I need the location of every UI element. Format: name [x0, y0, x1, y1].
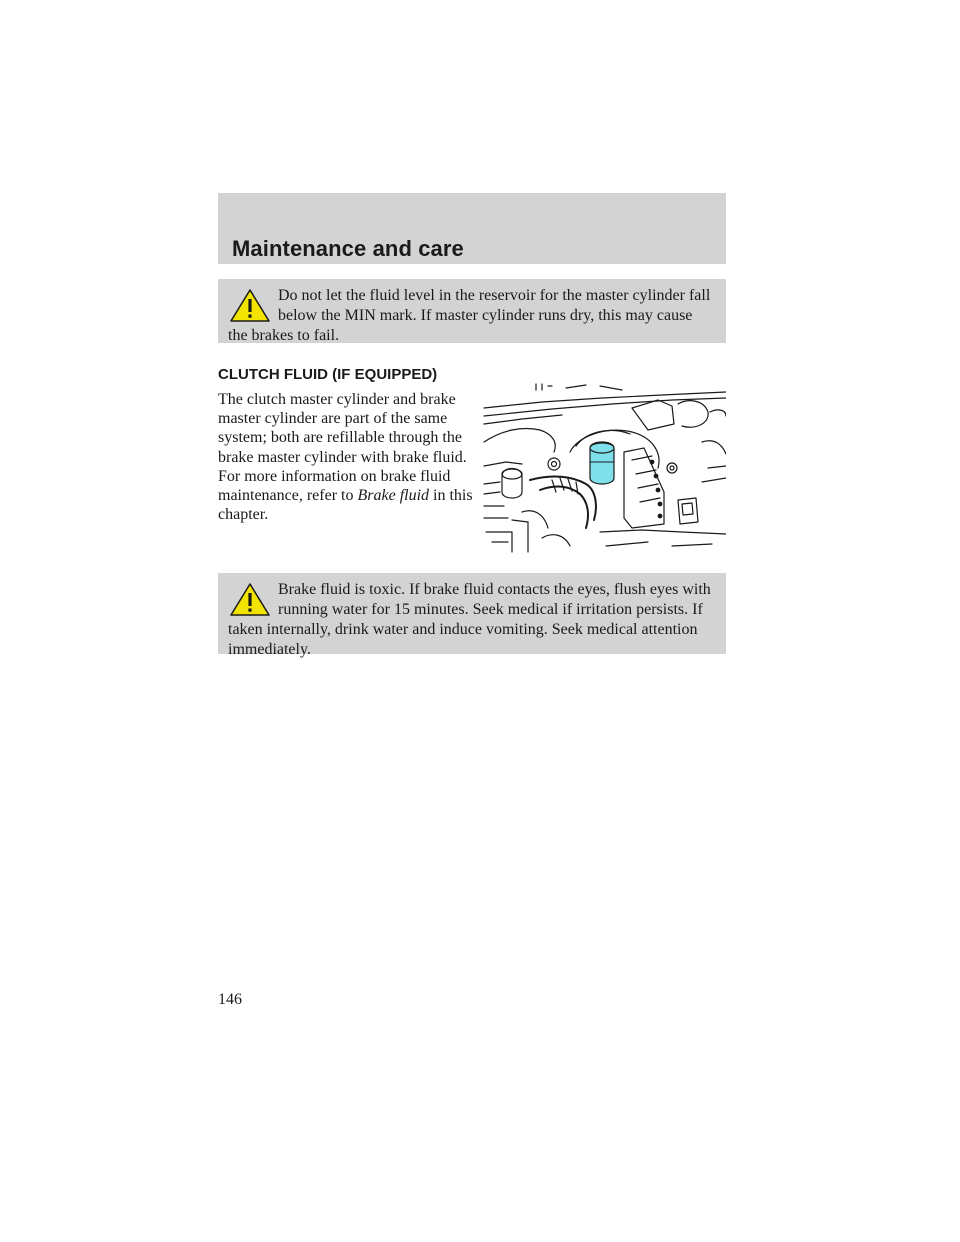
warning-triangle-icon [228, 582, 272, 618]
paragraph-text-end: in this chapter. [218, 487, 473, 524]
warning-box-brake-fluid-toxic [218, 573, 726, 658]
brake-fluid-reference: Brake fluid [357, 487, 430, 505]
warning-triangle-icon [228, 288, 272, 324]
clutch-fluid-heading: CLUTCH FLUID (IF EQUIPPED) [218, 366, 438, 383]
engine-compartment-illustration [482, 382, 726, 556]
paragraph-text: The clutch master cylinder and brake master cylinder are part of the same system; both are refillable through the brake master cylinder with brake fluid. For more information on brake fluid maintenance, refer to [218, 391, 467, 505]
section-title: Maintenance and care [232, 236, 464, 261]
clutch-fluid-paragraph [218, 390, 476, 524]
warning-text: Do not let the fluid level in the reservoir for the master cylinder fall below the MIN mark. If master cylinder runs dry, this may cause the brakes to fail. [228, 287, 711, 344]
page-number: 146 [218, 991, 242, 1008]
warning-box-master-cylinder [218, 279, 726, 343]
warning-text: Brake fluid is toxic. If brake fluid contacts the eyes, flush eyes with running water for 15 minutes. Seek medical if irritation persists. If taken internally, drink water and induce vomiting. Seek medical attention immediately. [228, 581, 711, 658]
